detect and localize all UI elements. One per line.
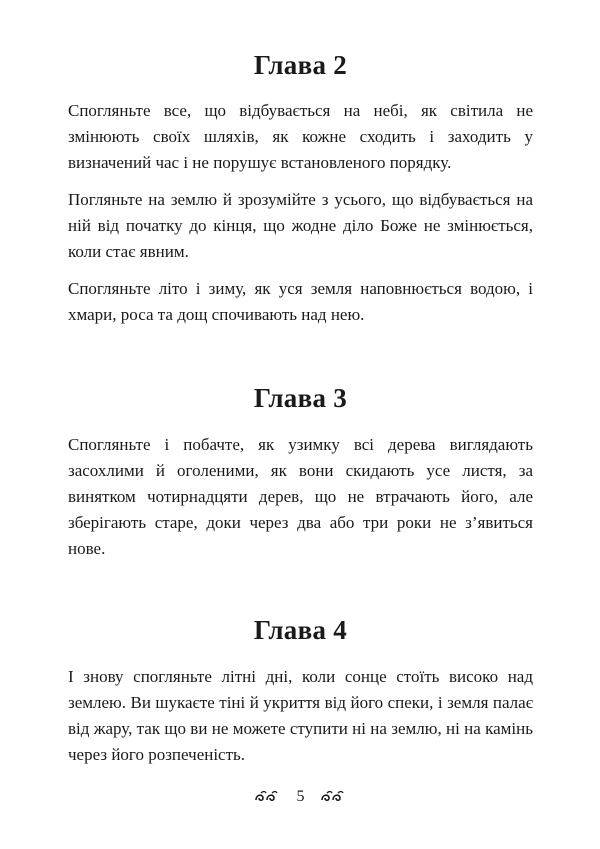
chapter-4-title: Глава 4	[253, 615, 348, 645]
scroll-ornament-icon	[319, 789, 349, 805]
page-footer	[68, 788, 533, 806]
chapter-2-title: Глава 2	[253, 50, 348, 80]
chapter-4-paragraph-1: І знову спогляньте літні дні, коли сонце стоїть високо над землею. Ви шукаєте тіні й укриття від його спеки, і земля палає від жару, так що ви не можете ступити ні на землю, ні на камінь через його розпеченість.	[68, 667, 533, 764]
chapter-2-paragraph-3: Спогляньте літо і зиму, як уся земля наповнюється водою, і хмари, роса та дощ спочивають над нею.	[68, 279, 533, 324]
document-page	[68, 0, 533, 849]
chapter-2-paragraph-1: Спогляньте все, що відбувається на небі, як світила не змінюють своїх шляхів, як кожне сходить і заходить у визначений час і не порушує встановленого порядку.	[68, 101, 533, 172]
chapter-3-paragraph-1: Спогляньте і побачте, як узимку всі дерева виглядають засохлими й оголеними, як вони скидають усе листя, за винятком чотирнадцяти дерев, що не втрачають його, але зберігають старе, доки через два або три роки не з’явиться нове.	[68, 435, 533, 558]
scroll-ornament-icon	[253, 789, 283, 805]
page-number: 5	[296, 788, 305, 805]
chapter-2-paragraph-2: Погляньте на землю й зрозумійте з усього, що відбувається на ній від початку до кінця, що жодне діло Боже не змінюється, коли стає явним.	[68, 190, 533, 261]
chapter-3-title: Глава 3	[253, 383, 348, 413]
